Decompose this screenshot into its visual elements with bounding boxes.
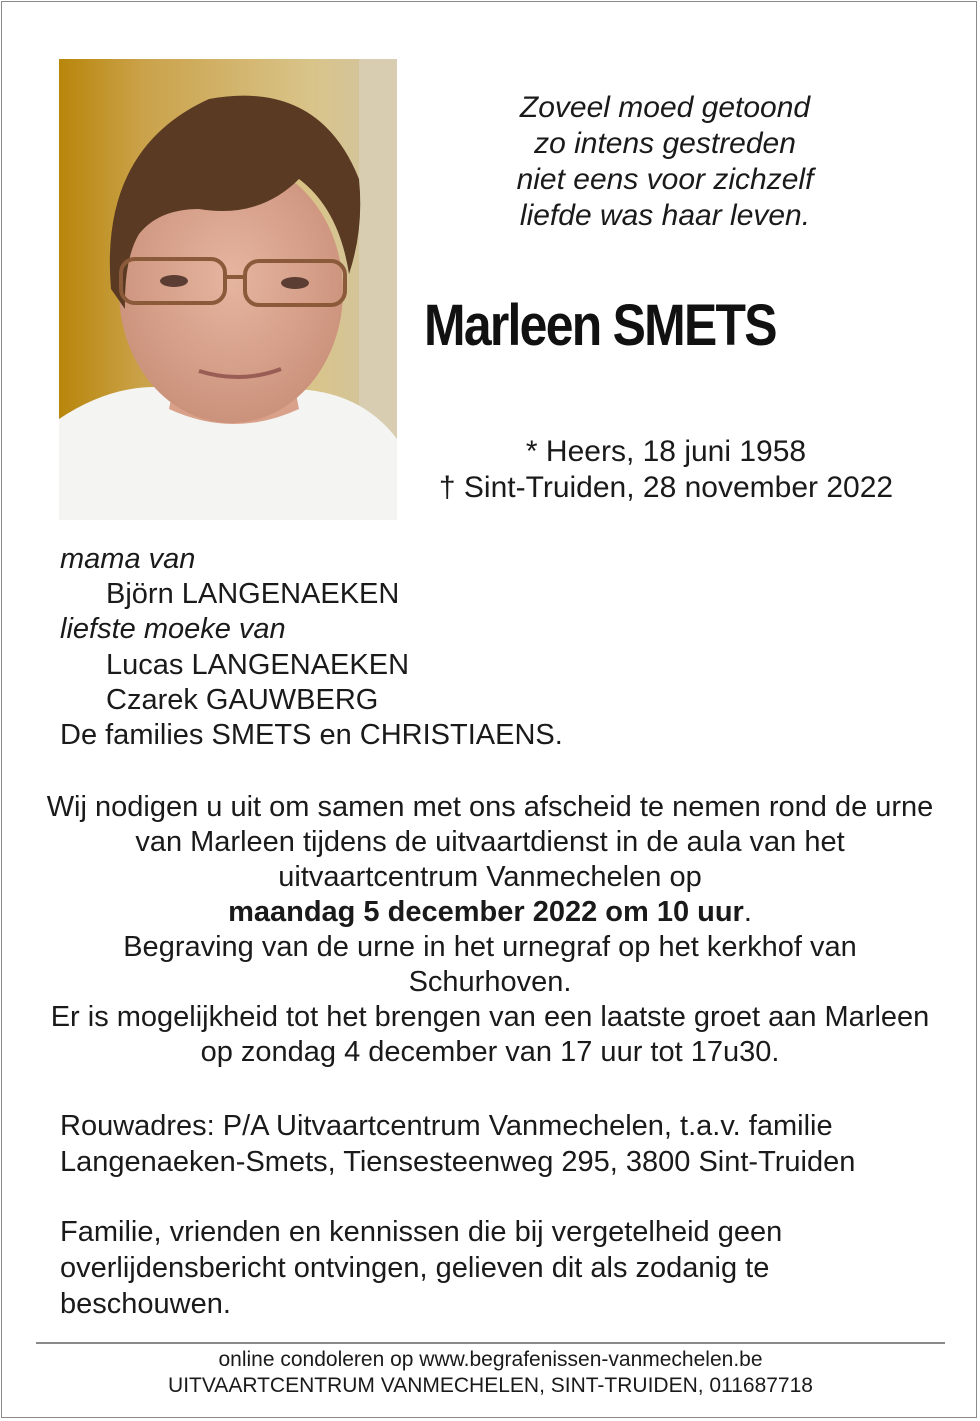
grandchild-name: Lucas LANGENAEKEN — [106, 648, 410, 681]
portrait-photo — [59, 59, 397, 520]
deceased-name: Marleen SMETS — [424, 293, 776, 358]
service-date-suffix: . — [743, 896, 752, 928]
condolence-line: online condoleren op www.begrafenissen-vanmechelen.be — [218, 1348, 763, 1371]
child-name: Björn LANGENAEKEN — [106, 578, 400, 611]
footer — [36, 1347, 945, 1399]
burial-info: Begraving van de urne in het urnegraf op het kerkhof van Schurhoven. — [123, 931, 857, 998]
grandchild-name: Czarek GAUWBERG — [106, 683, 379, 716]
birth-date: * Heers, 18 juni 1958 — [525, 435, 807, 468]
invitation-intro: Wij nodigen u uit om samen met ons afscheid te nemen rond de urne van Marleen tijdens de uitvaartdienst in de aula van het uitvaartcentrum Vanmechelen op — [46, 791, 934, 893]
mourning-address: Rouwadres: P/A Uitvaartcentrum Vanmechelen, t.a.v. familie Langenaeken-Smets, Tiensesteenweg 295, 3800 Sint-Truiden — [60, 1110, 856, 1178]
poem-line: zo intens gestreden — [534, 127, 796, 160]
poem-line: liefde was haar leven. — [519, 199, 811, 232]
notice-text: Familie, vrienden en kennissen die bij vergetelheid geen overlijdensbericht ontvingen, gelieven dit als zodanig te beschouwen. — [60, 1216, 783, 1320]
funeral-invitation — [40, 790, 940, 1070]
poem-line: Zoveel moed getoond — [519, 91, 811, 124]
death-date: † Sint-Truiden, 28 november 2022 — [438, 471, 894, 504]
life-dates — [410, 434, 922, 506]
mama-label: mama van — [60, 543, 196, 575]
poem-line: niet eens voor zichzelf — [516, 163, 814, 196]
footer-divider — [36, 1342, 945, 1344]
service-date-line — [40, 895, 940, 930]
farewell-info: Er is mogelijkheid tot het brengen van een laatste groet aan Marleen op zondag 4 december van 17 uur tot 17u30. — [50, 1001, 930, 1068]
memorial-poem — [470, 90, 860, 234]
funeral-home-line: UITVAARTCENTRUM VANMECHELEN, SINT-TRUIDEN, 011687718 — [168, 1374, 813, 1397]
grandmother-label: liefste moeke van — [60, 613, 286, 646]
families-line: De families SMETS en CHRISTIAENS. — [60, 719, 563, 752]
service-date: maandag 5 december 2022 om 10 uur — [228, 896, 744, 928]
family-list — [60, 542, 920, 753]
